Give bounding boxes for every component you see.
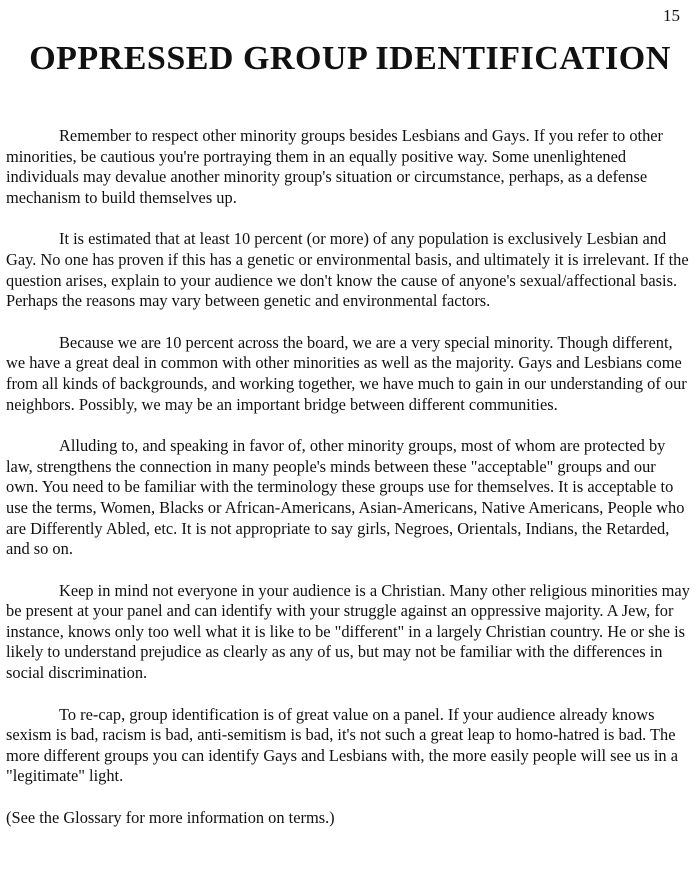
page-title: OPPRESSED GROUP IDENTIFICATION [29, 40, 671, 77]
paragraph-ten-percent-estimate: It is estimated that at least 10 percent (or more) of any population is exclusively Lesbian and Gay. No one has proven if this has a genetic or environmental basis, and ultimately it is irrelevant. If the question arises, explain to your audience we don't know the cause of anyone's sexual/affectional basis. Perhaps the reasons may vary between genetic and environmental factors. [6, 229, 689, 311]
paragraph-special-minority: Because we are 10 percent across the board, we are a very special minority. Though different, we have a great deal in common with other minorities as well as the majority. Gays and Lesbians come from all kinds of backgrounds, and working together, we have much to gain in our understanding of our neighbors. Possibly, we may be an important bridge between different communities. [6, 332, 687, 414]
paragraph-recap: To re-cap, group identification is of great value on a panel. If your audience already knows sexism is bad, racism is bad, anti-semitism is bad, it's not such a great leap to homo-hatred is bad. The more different groups you can identify Gays and Lesbians with, the more easily people will see us in a "legitimate" light. [6, 704, 678, 786]
body-text [6, 126, 692, 829]
paragraph-religious-minorities: Keep in mind not everyone in your audience is a Christian. Many other religious minorities may be present at your panel and can identify with your struggle against an oppressive majority. A Jew, for instance, knows only too well what it is like to be "different" in a largely Christian country. He or she is likely to understand prejudice as clearly as any of us, but may not be familiar with the differences in social discrimination. [6, 580, 690, 683]
page-number: 15 [663, 6, 680, 25]
paragraph-terminology: Alluding to, and speaking in favor of, other minority groups, most of whom are protected by law, strengthens the connection in many people's minds between these "acceptable" groups and our own. You need to be familiar with the terminology these groups use for themselves. It is acceptable to use the terms, Women, Blacks or African-Americans, Asian-Americans, Native Americans, People who are Differently Abled, etc. It is not appropriate to say girls, Negroes, Orientals, Indians, the Retarded, and so on. [6, 436, 685, 559]
paragraph-respect-minorities: Remember to respect other minority groups besides Lesbians and Gays. If you refer to other minorities, be cautious you're portraying them in an equally positive way. Some unenlightened individuals may devalue another minority group's situation or circumstance, perhaps, as a defense mechanism to build themselves up. [6, 126, 664, 207]
glossary-note: (See the Glossary for more information on terms.) [6, 808, 335, 828]
